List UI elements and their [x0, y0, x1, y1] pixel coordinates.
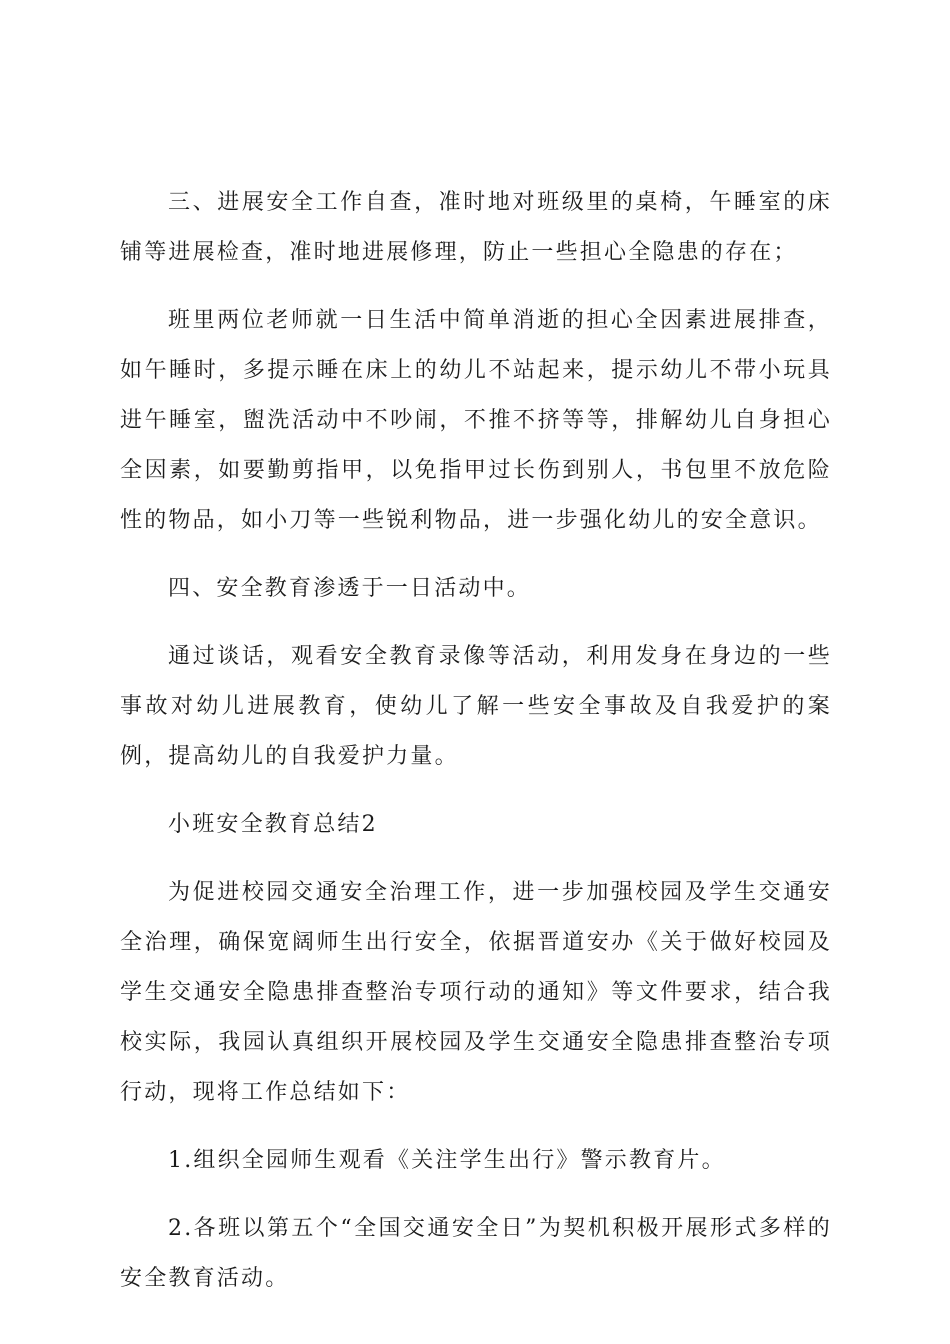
- paragraph-traffic-safety: 为促进校园交通安全治理工作，进一步加强校园及学生交通安全治理，确保宽阔师生出行安全，依据晋道安办《关于做好校园及学生交通安全隐患排查整治专项行动的通知》等文件要求，结合我校实际，我园认真组织开展校园及学生交通安全隐患排查整治专项行动，现将工作总结如下：: [120, 880, 832, 1105]
- list-item-1: 1.组织全园师生观看《关注学生出行》警示教育片。: [168, 1148, 726, 1173]
- paragraph-risk-check: 班里两位老师就一日生活中简单消逝的担心全因素进展排查，如午睡时，多提示睡在床上的幼儿不站起来，提示幼儿不带小玩具进午睡室，盥洗活动中不吵闹，不推不挤等等，排解幼儿自身担心全因素，如要勤剪指甲，以免指甲过长伤到别人，书包里不放危险性的物品，如小刀等一些锐利物品，进一步强化幼儿的安全意识。: [120, 308, 832, 533]
- document-body: [120, 178, 832, 1322]
- section-title: 小班安全教育总结2: [168, 812, 378, 837]
- paragraph-education-activities: 通过谈话，观看安全教育录像等活动，利用发身在身边的一些事故对幼儿进展教育，使幼儿了解一些安全事故及自我爱护的案例，提高幼儿的自我爱护力量。: [120, 644, 832, 769]
- paragraph-self-inspection: 三、进展安全工作自查，准时地对班级里的桌椅，午睡室的床铺等进展检查，准时地进展修理，防止一些担心全隐患的存在；: [120, 190, 832, 265]
- paragraph-heading-four: 四、安全教育渗透于一日活动中。: [168, 576, 532, 601]
- list-item-2: 2.各班以第五个“全国交通安全日”为契机积极开展形式多样的安全教育活动。: [120, 1216, 832, 1291]
